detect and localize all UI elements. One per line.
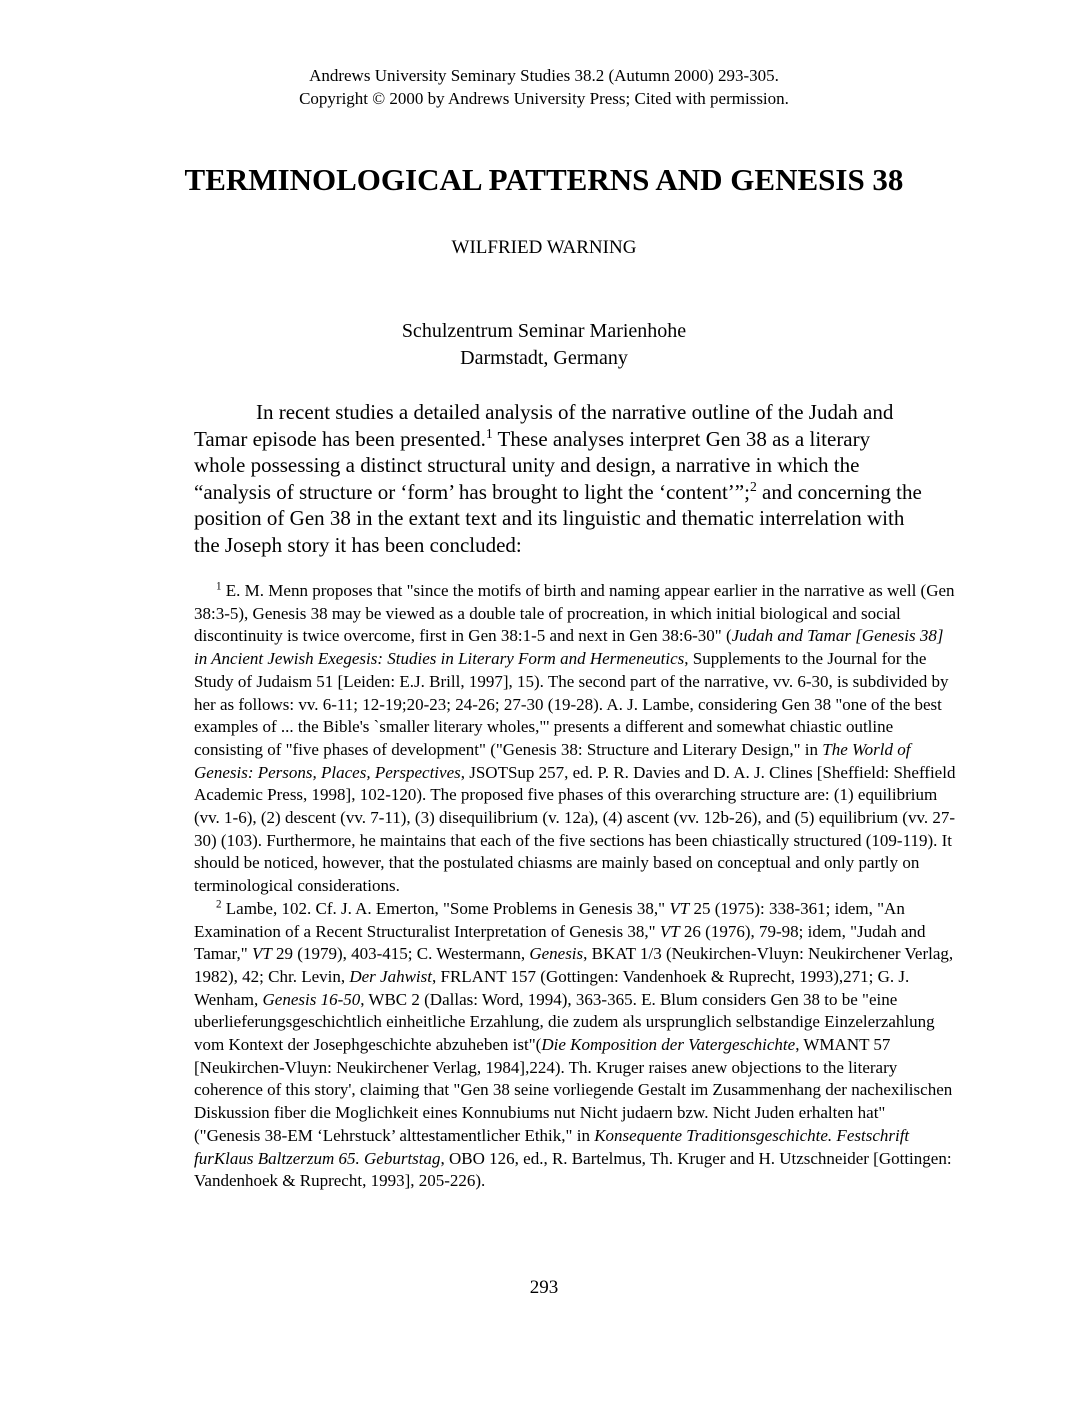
- footnote-text: , FRLANT 157 (Gottingen: Vandenhoek & Ruprecht, 1993),271; G. J. Wenham,: [194, 966, 910, 1009]
- footnotes: [194, 580, 956, 1193]
- cited-title: Judah and Tamar [Genesis 38] in Ancient Jewish Exegesis: Studies in Literary Form and Hermeneutics: [194, 626, 944, 669]
- footnote-number: 2: [216, 898, 222, 911]
- footnote-text: , OBO 126, ed., R. Bartelmus, Th. Kruger and H. Utzschneider [Gottingen: Vandenhoek & Ruprecht, 1993], 205-226).: [194, 1148, 952, 1191]
- author-affiliation: [0, 318, 1088, 372]
- footnote-ref-2: 2: [749, 478, 757, 494]
- footnote-text: , BKAT 1/3 (Neukirchen-Vluyn: Neukirchener Verlag, 1982), 42; Chr. Levin,: [194, 944, 954, 986]
- cited-title: Der Jahwist: [349, 966, 432, 986]
- footnote-2: [194, 898, 956, 1193]
- footnote-text: 29 (1979), 403-415; C. Westermann,: [271, 944, 530, 964]
- cited-title: Genesis 16-50: [262, 989, 361, 1009]
- footnote-text: , Supplements to the Journal for the Study of Judaism 51 [Leiden: E.J. Brill, 1997], 15). The second part of the narrative, vv. 6-30, is subdivided by her as follows: vv. 6-11; 12-19;20-23; 24-26; 27-30 (19-28). A. J. Lambe, considering Gen 38 "one of the best examples of ... the Bible's `smaller literary wholes,"' presents a different and somewhat chiastic outline consisting of "five phases of development" ("Genesis 38: Structure and Literary Design," in: [194, 649, 949, 759]
- cited-title: The World of Genesis: Persons, Places, Perspectives: [194, 739, 911, 782]
- footnote-text: , WMANT 57 [Neukirchen-Vluyn: Neukirchener Verlag, 1984],224). Th. Kruger raises anew objections to the literary coherence of this story', claiming that "Gen 38 seine vorliegende Gestalt im Zusammenhang der nachexilischen Diskussion fiber die Moglichkeit eines Konnubiums nut Nicht judaern bzw. Nicht Juden erhalten hat" ("Genesis 38-EM ‘Lehrstuck’ alttestamentlicher Ethik," in: [194, 1035, 953, 1145]
- footnote-text: 25 (1975): 338-361; idem, "An Examination of a Recent Structuralist Interpretation of Genesis 38,": [194, 898, 905, 941]
- header-copyright: Copyright © 2000 by Andrews University Press; Cited with permission.: [299, 89, 789, 108]
- footnote-number: 1: [216, 580, 222, 593]
- body-text-1: In recent studies a detailed analysis of the narrative outline of the Judah and Tamar episode has been presented.: [194, 400, 894, 451]
- body-text-2: These analyses interpret Gen 38 as a literary whole possessing a distinct structural unity and design, a narrative in which the “analysis of structure or ‘form’ has brought to light the ‘content’”;: [194, 426, 871, 504]
- header-citation: Andrews University Seminary Studies 38.2 (Autumn 2000) 293-305.: [309, 66, 779, 85]
- body-paragraph: [194, 399, 924, 558]
- cited-title: Konsequente Traditionsgeschichte. Festschrift furKlaus Baltzerzum 65. Geburtstag: [194, 1125, 910, 1168]
- footnote-text: , WBC 2 (Dallas: Word, 1994), 363-365. E. Blum considers Gen 38 to be "eine uberlieferungsgeschichtlich einheitliche Erzahlung, die zudem als ursprunglich selbstandige Einzelerzahlung vom Kontext der Josephgeschichte abzuheben ist"(: [194, 989, 935, 1055]
- footnote-1: [194, 580, 956, 898]
- cited-title: VT: [659, 921, 680, 941]
- cited-title: Genesis: [529, 944, 584, 964]
- journal-header: [0, 64, 1088, 110]
- footnote-text: Lambe, 102. Cf. J. A. Emerton, "Some Problems in Genesis 38,": [221, 898, 670, 918]
- cited-title: Die Komposition der Vatergeschichte: [541, 1035, 796, 1055]
- affiliation-location: Darmstadt, Germany: [460, 347, 628, 369]
- article-title: TERMINOLOGICAL PATTERNS AND GENESIS 38: [184, 162, 904, 197]
- cited-title: VT: [251, 944, 272, 964]
- cited-title: VT: [669, 898, 690, 918]
- footnote-text: , JSOTSup 257, ed. P. R. Davies and D. A. J. Clines [Sheffield: Sheffield Academic Press, 1998], 102-120). The proposed five phases of this overarching structure are: (1) equilibrium (vv. 1-6), (2) descent (vv. 7-11), (3) disequilibrium (v. 12a), (4) ascent (vv. 12b-26), and (5) equilibrium (vv. 27-30) (103). Furthermore, he maintains that each of the five sections has been chiastically structured (109-119). It should be noticed, however, that the postulated chiasms are mainly based on conceptual and only partly on terminological considerations.: [194, 762, 956, 896]
- page-number: 293: [529, 1277, 559, 1298]
- affiliation-institution: Schulzentrum Seminar Marienhohe: [401, 320, 687, 342]
- footnote-text: 26 (1976), 79-98; idem, "Judah and Tamar,": [194, 921, 926, 964]
- footnote-text: E. M. Menn proposes that "since the motifs of birth and naming appear earlier in the narrative as well (Gen 38:3-5), Genesis 38 may be viewed as a double tale of procreation, in which initial biological and social discontinuity is twice overcome, first in Gen 38:1-5 and next in Gen 38:6-30" (: [194, 581, 955, 646]
- body-text-3: and concerning the position of Gen 38 in the extant text and its linguistic and thematic interrelation with the Joseph story it has been concluded:: [194, 479, 922, 557]
- author-name: WILFRIED WARNING: [451, 237, 637, 258]
- footnote-ref-1: 1: [485, 425, 493, 441]
